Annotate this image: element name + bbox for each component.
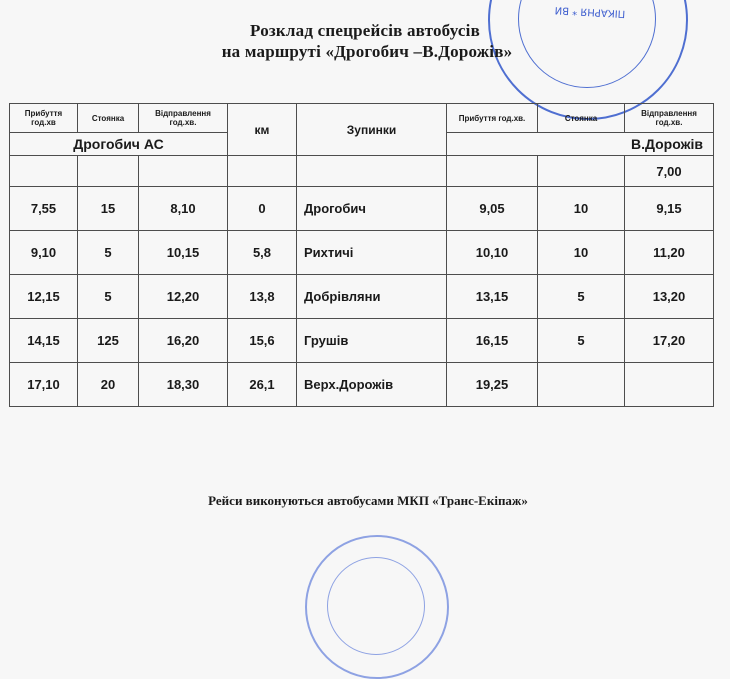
schedule-table (9, 103, 714, 407)
stamp-text: ПІКАРНЯ * ВИ (554, 4, 626, 19)
header-departure-right: Відправлення год.хв. (625, 104, 714, 133)
cell-first-departure: 7,00 (625, 156, 714, 187)
table-row: 17,10 20 18,30 26,1 Верх.Дорожів 19,25 (10, 363, 714, 407)
stop-name: Рихтичі (297, 231, 447, 275)
header-stops: Зупинки (297, 104, 447, 156)
station-left: Дрогобич АС (10, 133, 228, 156)
header-arrival-left: Прибуття год.хв (10, 104, 78, 133)
stop-name: Грушів (297, 319, 447, 363)
official-stamp-bottom (305, 535, 449, 679)
stop-name: Добрівляни (297, 275, 447, 319)
stop-name: Дрогобич (297, 187, 447, 231)
header-stay-left: Стоянка (78, 104, 139, 133)
table-row (10, 156, 714, 187)
table-row: 7,55 15 8,10 0 Дрогобич 9,05 10 9,15 (10, 187, 714, 231)
header-stay-right: Стоянка (538, 104, 625, 133)
footer-note: Рейси виконуються автобусами МКП «Транс-Екіпаж» (208, 493, 528, 508)
document-title (0, 20, 730, 62)
title-line-1: Розклад спецрейсів автобусів (250, 21, 480, 40)
stop-name: Верх.Дорожів (297, 363, 447, 407)
header-arrival-right: Прибуття год.хв. (447, 104, 538, 133)
table-row: 12,15 5 12,20 13,8 Добрівляни 13,15 5 13,20 (10, 275, 714, 319)
title-line-2: на маршруті «Дрогобич –В.Дорожів» (221, 42, 513, 61)
table-row: 9,10 5 10,15 5,8 Рихтичі 10,10 10 11,20 (10, 231, 714, 275)
header-km: км (228, 104, 297, 156)
header-row (10, 104, 714, 133)
table-row: 14,15 125 16,20 15,6 Грушів 16,15 5 17,20 (10, 319, 714, 363)
station-right: В.Дорожів (447, 133, 714, 156)
header-departure-left: Відправлення год.хв. (139, 104, 228, 133)
